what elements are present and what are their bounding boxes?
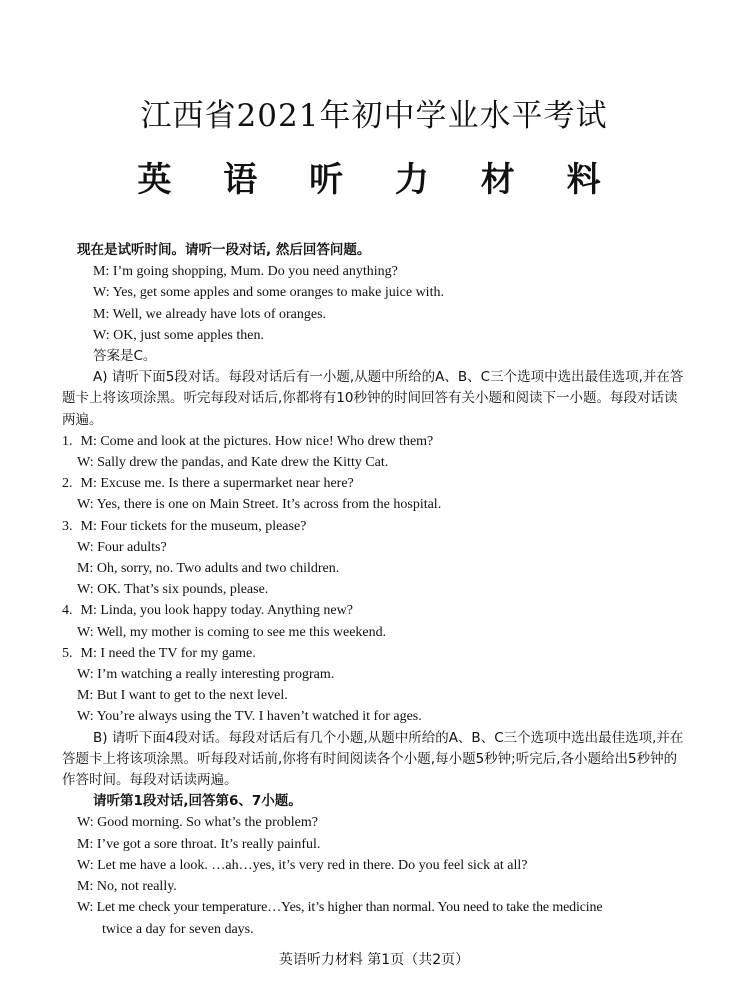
dialog-line: W: Yes, there is one on Main Street. It’s across from the hospital. [77,497,442,513]
dialog-line: M: Linda, you look happy today. Anything new? [80,603,353,619]
dialog-line: M: I need the TV for my game. [80,645,256,661]
dialog-line: W: Sally drew the pandas, and Kate drew the Kitty Cat. [77,455,389,471]
trial-line: M: Well, we already have lots of oranges. [93,306,327,322]
dialog-line: M: Excuse me. Is there a supermarket near here? [80,476,354,492]
dialog-line: M: But I want to get to the next level. [77,688,288,704]
question-5 [0,643,748,664]
dialog-line: M: Oh, sorry, no. Two adults and two children. [77,561,340,577]
dialog-line: M: Four tickets for the museum, please? [80,518,307,534]
section-b-instructions: B) 请听下面4段对话。每段对话后有几个小题,从题中所给的A、B、C三个选项中选出最佳选项,并在答题卡上将该项涂黑。听每段对话前,你将有时间阅读各个小题,每小题5秒钟;听完后,各小题给出5秒钟的作答时间。每段对话读两遍。 [62,729,684,789]
dialog-line: W: You’re always using the TV. I haven’t watched it for ages. [77,709,422,725]
question-number: 3. [62,518,73,534]
dialog-line: W: Well, my mother is coming to see me this weekend. [77,624,387,640]
question-3 [0,516,748,537]
question-4 [0,600,748,621]
page-footer: 英语听力材料 第1页（共2页） [278,952,470,968]
dialog-1-intro: 请听第1段对话,回答第6、7小题。 [93,793,302,810]
trial-intro: 现在是试听时间。请听一段对话, 然后回答问题。 [77,242,371,258]
question-1 [0,431,748,452]
dialog-line: W: Let me have a look. …ah…yes, it’s very red in there. Do you feel sick at all? [77,857,528,873]
document-body [0,240,748,940]
question-number: 1. [62,433,73,449]
dialog-line-continuation: twice a day for seven days. [102,921,254,937]
question-number: 2. [62,476,73,492]
trial-line: W: OK, just some apples then. [93,327,264,343]
trial-line: W: Yes, get some apples and some oranges to make juice with. [93,285,444,301]
question-number: 5. [62,645,73,661]
question-2 [0,473,748,494]
document-title: 江西省2021年初中学业水平考试 [140,98,608,134]
trial-line: M: I’m going shopping, Mum. Do you need anything? [93,264,398,280]
dialog-line: W: Good morning. So what’s the problem? [77,815,318,831]
dialog-line: M: I’ve got a sore throat. It’s really painful. [77,836,321,852]
dialog-line: M: No, not really. [77,879,177,895]
dialog-line: W: Let me check your temperature…Yes, it’s higher than normal. You need to take the medicine [77,900,603,916]
dialog-line: W: OK. That’s six pounds, please. [77,582,269,598]
dialog-line: W: I’m watching a really interesting program. [77,667,335,683]
document-subtitle: 英 语 听 力 材 料 [137,160,621,200]
dialog-line: W: Four adults? [77,539,167,555]
question-number: 4. [62,603,73,619]
trial-answer: 答案是C。 [93,348,157,365]
section-a-instructions: A) 请听下面5段对话。每段对话后有一小题,从题中所给的A、B、C三个选项中选出最佳选项,并在答题卡上将该项涂黑。听完每段对话后,你都将有10秒钟的时间回答有关小题和阅读下一小题。每段对话读两遍。 [62,369,684,428]
dialog-line: M: Come and look at the pictures. How nice! Who drew them? [80,433,434,449]
